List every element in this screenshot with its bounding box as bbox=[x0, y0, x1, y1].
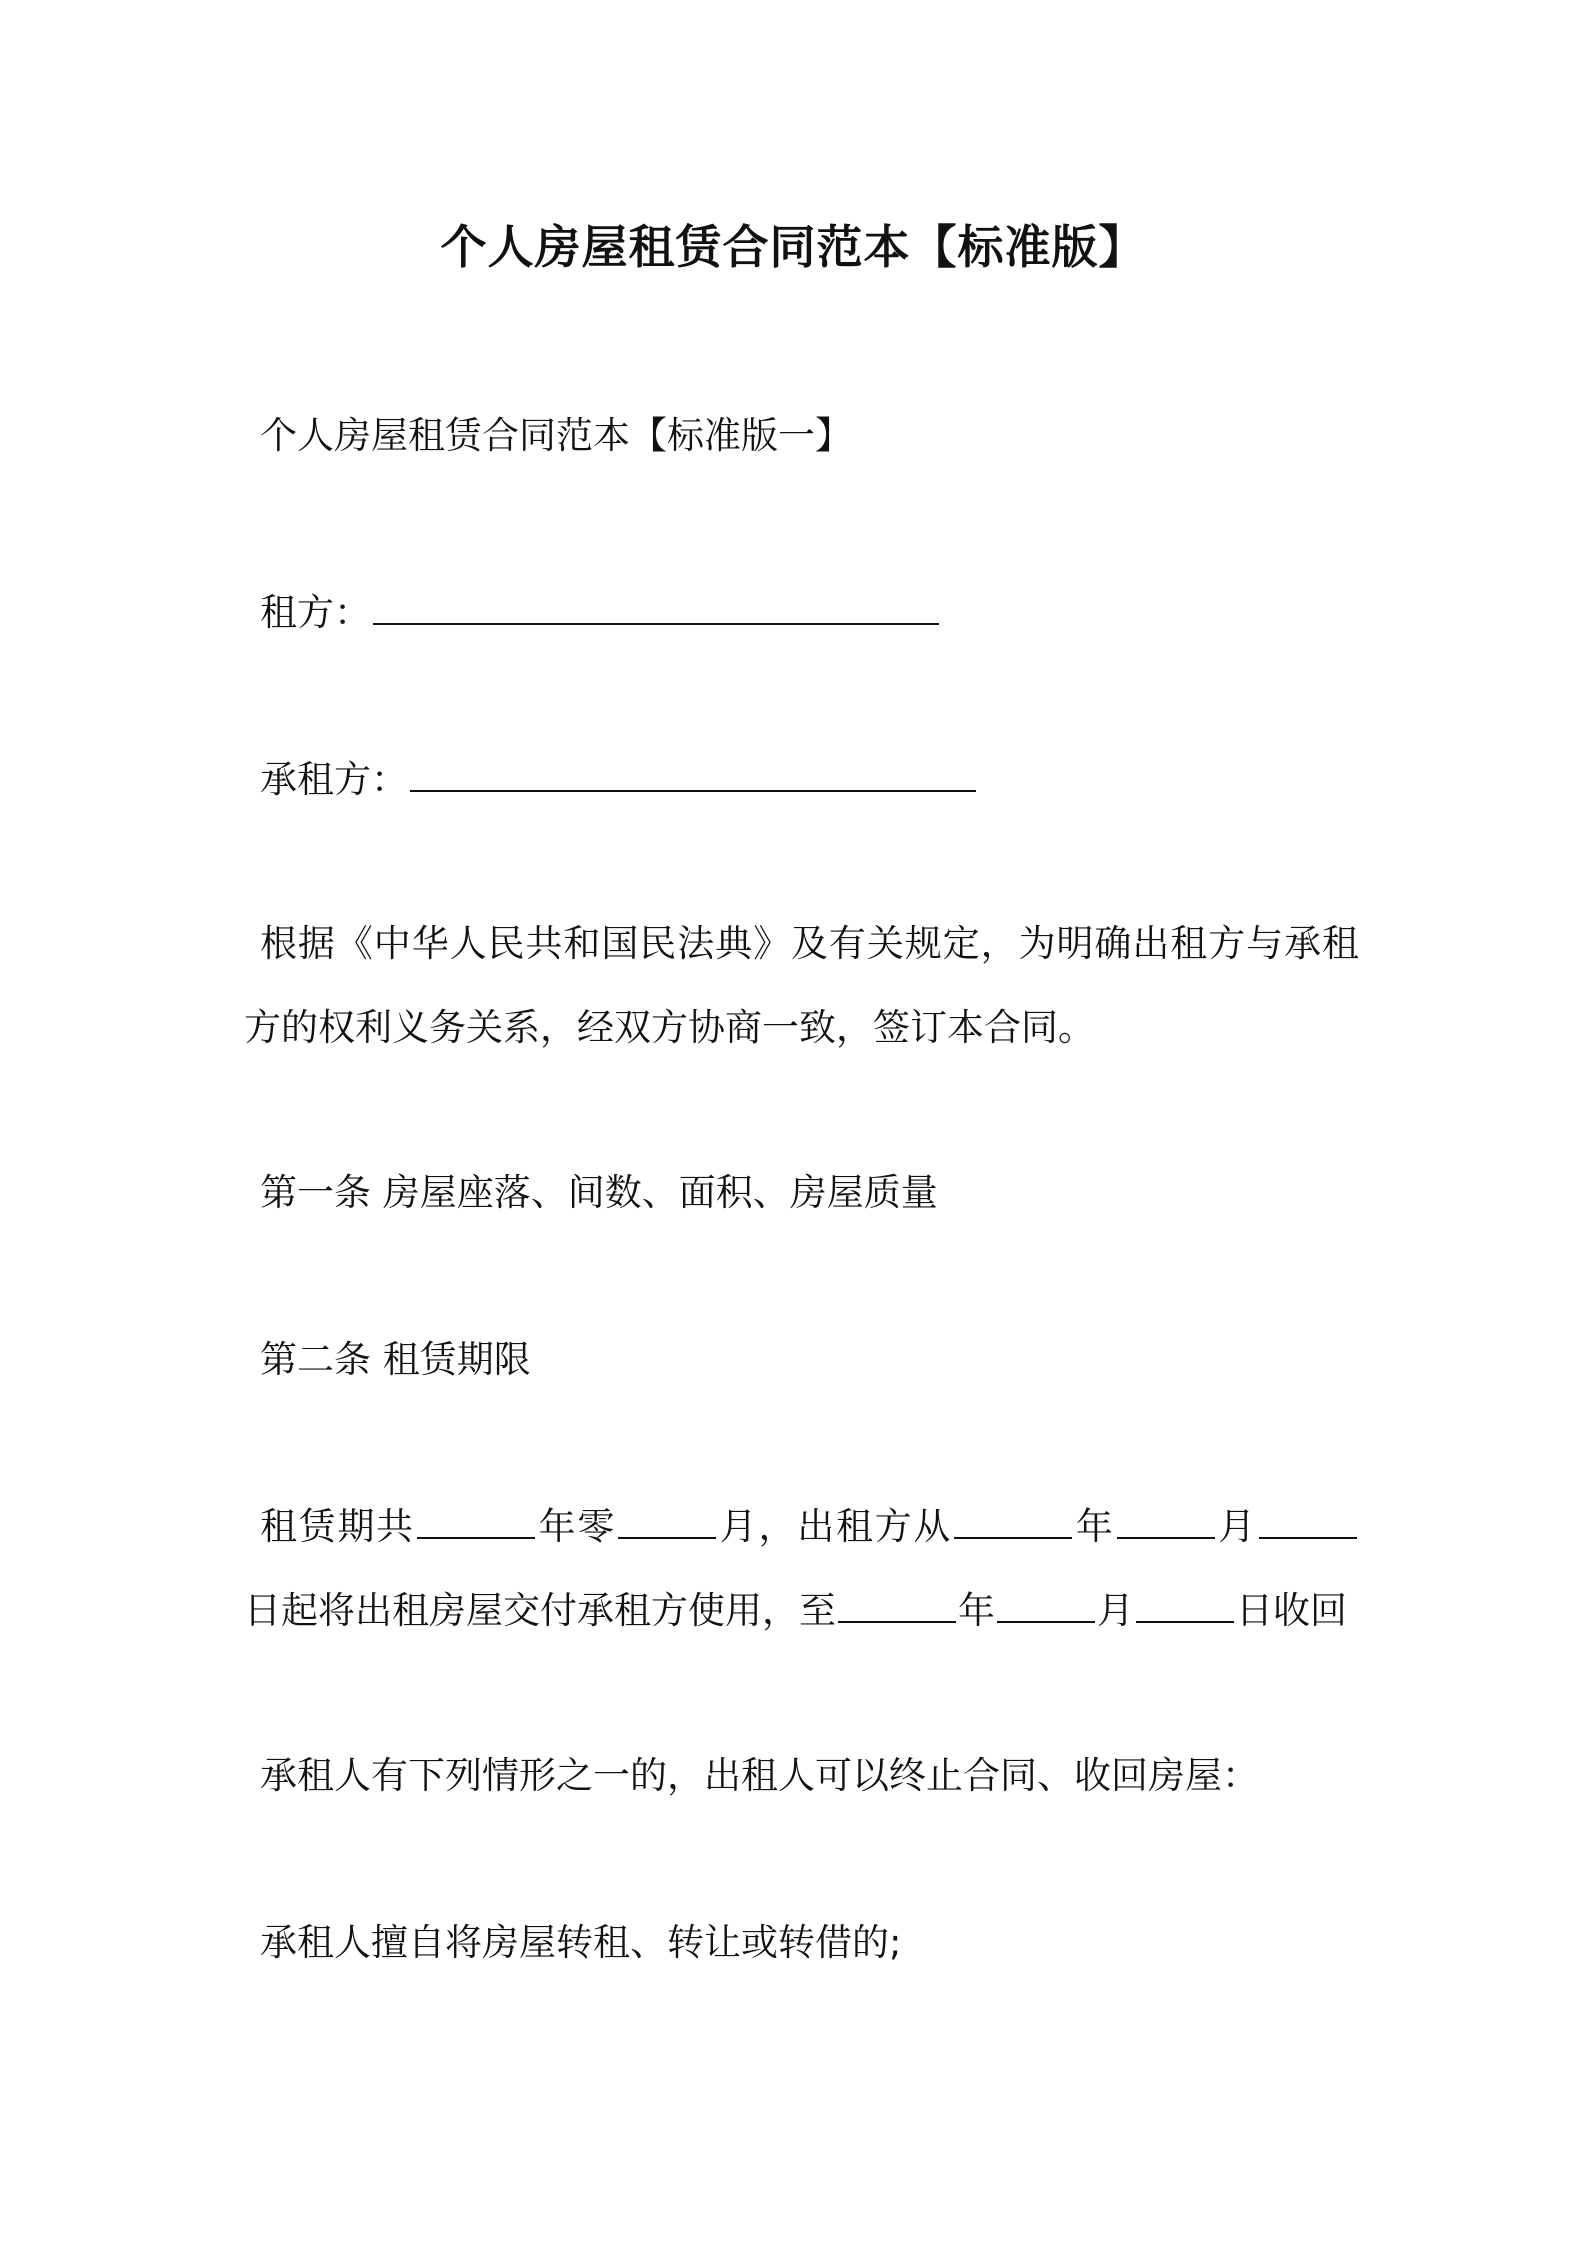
termination-intro: 承租人有下列情形之一的，出租人可以终止合同、收回房屋： bbox=[260, 1754, 1259, 1797]
term-text-8: 月 bbox=[1097, 1589, 1134, 1632]
term-years-blank bbox=[417, 1501, 535, 1539]
end-day-blank bbox=[1136, 1585, 1234, 1623]
start-month-blank bbox=[1117, 1501, 1215, 1539]
lessor-blank bbox=[373, 587, 939, 625]
term-text-6: 日起将出租房屋交付承租方使用，至 bbox=[244, 1589, 836, 1632]
term-text-2: 年零 bbox=[536, 1505, 617, 1548]
term-text-1: 租赁期共 bbox=[260, 1505, 415, 1548]
term-months-blank bbox=[618, 1501, 716, 1539]
term-text-9: 日收回 bbox=[1236, 1589, 1347, 1632]
termination-item-1: 承租人擅自将房屋转租、转让或转借的; bbox=[260, 1921, 902, 1964]
lessee-label: 承租方： bbox=[260, 758, 408, 801]
lessee-blank bbox=[410, 754, 976, 792]
end-year-blank bbox=[838, 1585, 956, 1623]
start-year-blank bbox=[954, 1501, 1072, 1539]
lessee-line bbox=[260, 752, 1360, 808]
lessor-line bbox=[260, 585, 1360, 641]
document-subtitle: 个人房屋租赁合同范本【标准版一】 bbox=[260, 414, 852, 457]
term-text-5: 月 bbox=[1216, 1505, 1258, 1548]
term-text-4: 年 bbox=[1074, 1505, 1115, 1548]
term-text-3: 月，出租方从 bbox=[718, 1505, 953, 1548]
lessor-label: 租方： bbox=[260, 591, 371, 634]
article-2-heading: 第二条 租赁期限 bbox=[260, 1338, 531, 1381]
article-1-heading: 第一条 房屋座落、间数、面积、房屋质量 bbox=[260, 1171, 938, 1214]
term-text-7: 年 bbox=[958, 1589, 995, 1632]
preamble-paragraph: 根据《中华人民共和国民法典》及有关规定，为明确出租方与承租方的权利义务关系，经双方协商一致，签订本合同。 bbox=[244, 922, 1359, 1049]
document-title: 个人房屋租赁合同范本【标准版】 bbox=[440, 220, 1146, 274]
start-day-blank bbox=[1259, 1501, 1357, 1539]
lease-term-paragraph bbox=[244, 1485, 1359, 1653]
end-month-blank bbox=[997, 1585, 1095, 1623]
